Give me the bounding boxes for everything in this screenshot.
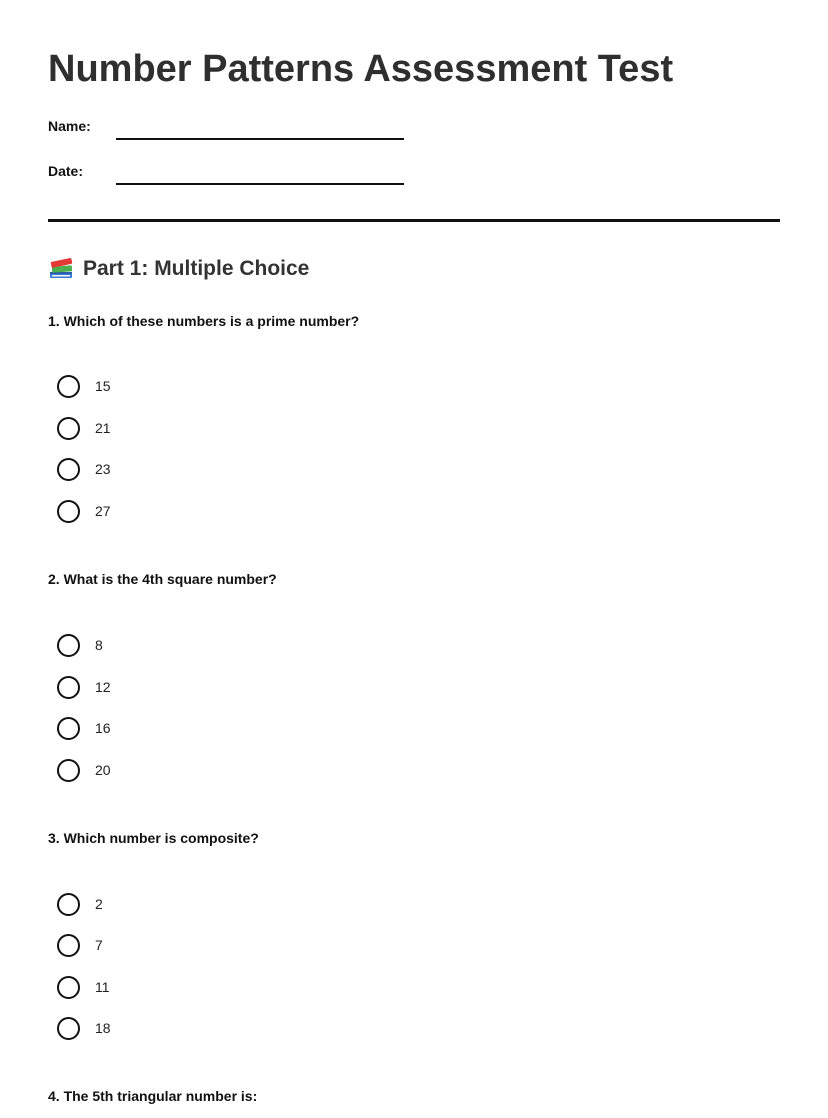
question-1: 1. Which of these numbers is a prime number? [48,313,360,329]
option-label: 16 [95,720,111,736]
option-label: 23 [95,461,111,477]
option-label: 12 [95,679,111,695]
option-2-a[interactable] [57,633,103,657]
question-3: 3. Which number is composite? [48,830,259,846]
date-blank-line[interactable] [116,183,404,185]
option-label: 20 [95,762,111,778]
header-divider [48,219,780,222]
section-title-text: Part 1: Multiple Choice [83,257,310,280]
option-label: 2 [95,896,103,912]
option-2-d[interactable] [57,758,111,782]
option-label: 15 [95,378,111,394]
date-label: Date: [48,163,84,179]
section-heading [48,257,309,281]
option-3-d[interactable] [57,1016,111,1040]
option-3-b[interactable] [57,933,103,957]
name-blank-line[interactable] [116,138,404,140]
option-3-c[interactable] [57,975,110,999]
date-field [48,163,408,193]
option-3-a[interactable] [57,892,103,916]
option-label: 21 [95,420,111,436]
option-1-c[interactable] [57,457,111,481]
radio-button[interactable] [57,634,80,657]
radio-button[interactable] [57,893,80,916]
books-icon [48,257,74,281]
radio-button[interactable] [57,934,80,957]
radio-button[interactable] [57,1017,80,1040]
radio-button[interactable] [57,458,80,481]
radio-button[interactable] [57,500,80,523]
radio-button[interactable] [57,759,80,782]
option-2-c[interactable] [57,716,111,740]
radio-button[interactable] [57,375,80,398]
option-1-a[interactable] [57,374,111,398]
radio-button[interactable] [57,676,80,699]
page-title: Number Patterns Assessment Test [48,48,674,90]
option-2-b[interactable] [57,675,111,699]
name-field [48,118,408,148]
radio-button[interactable] [57,417,80,440]
question-4: 4. The 5th triangular number is: [48,1088,258,1104]
radio-button[interactable] [57,717,80,740]
radio-button[interactable] [57,976,80,999]
option-label: 8 [95,637,103,653]
option-label: 18 [95,1020,111,1036]
name-label: Name: [48,118,91,134]
option-label: 11 [95,979,110,995]
question-2: 2. What is the 4th square number? [48,571,277,587]
option-1-b[interactable] [57,416,111,440]
option-label: 27 [95,503,111,519]
option-label: 7 [95,937,103,953]
option-1-d[interactable] [57,499,111,523]
